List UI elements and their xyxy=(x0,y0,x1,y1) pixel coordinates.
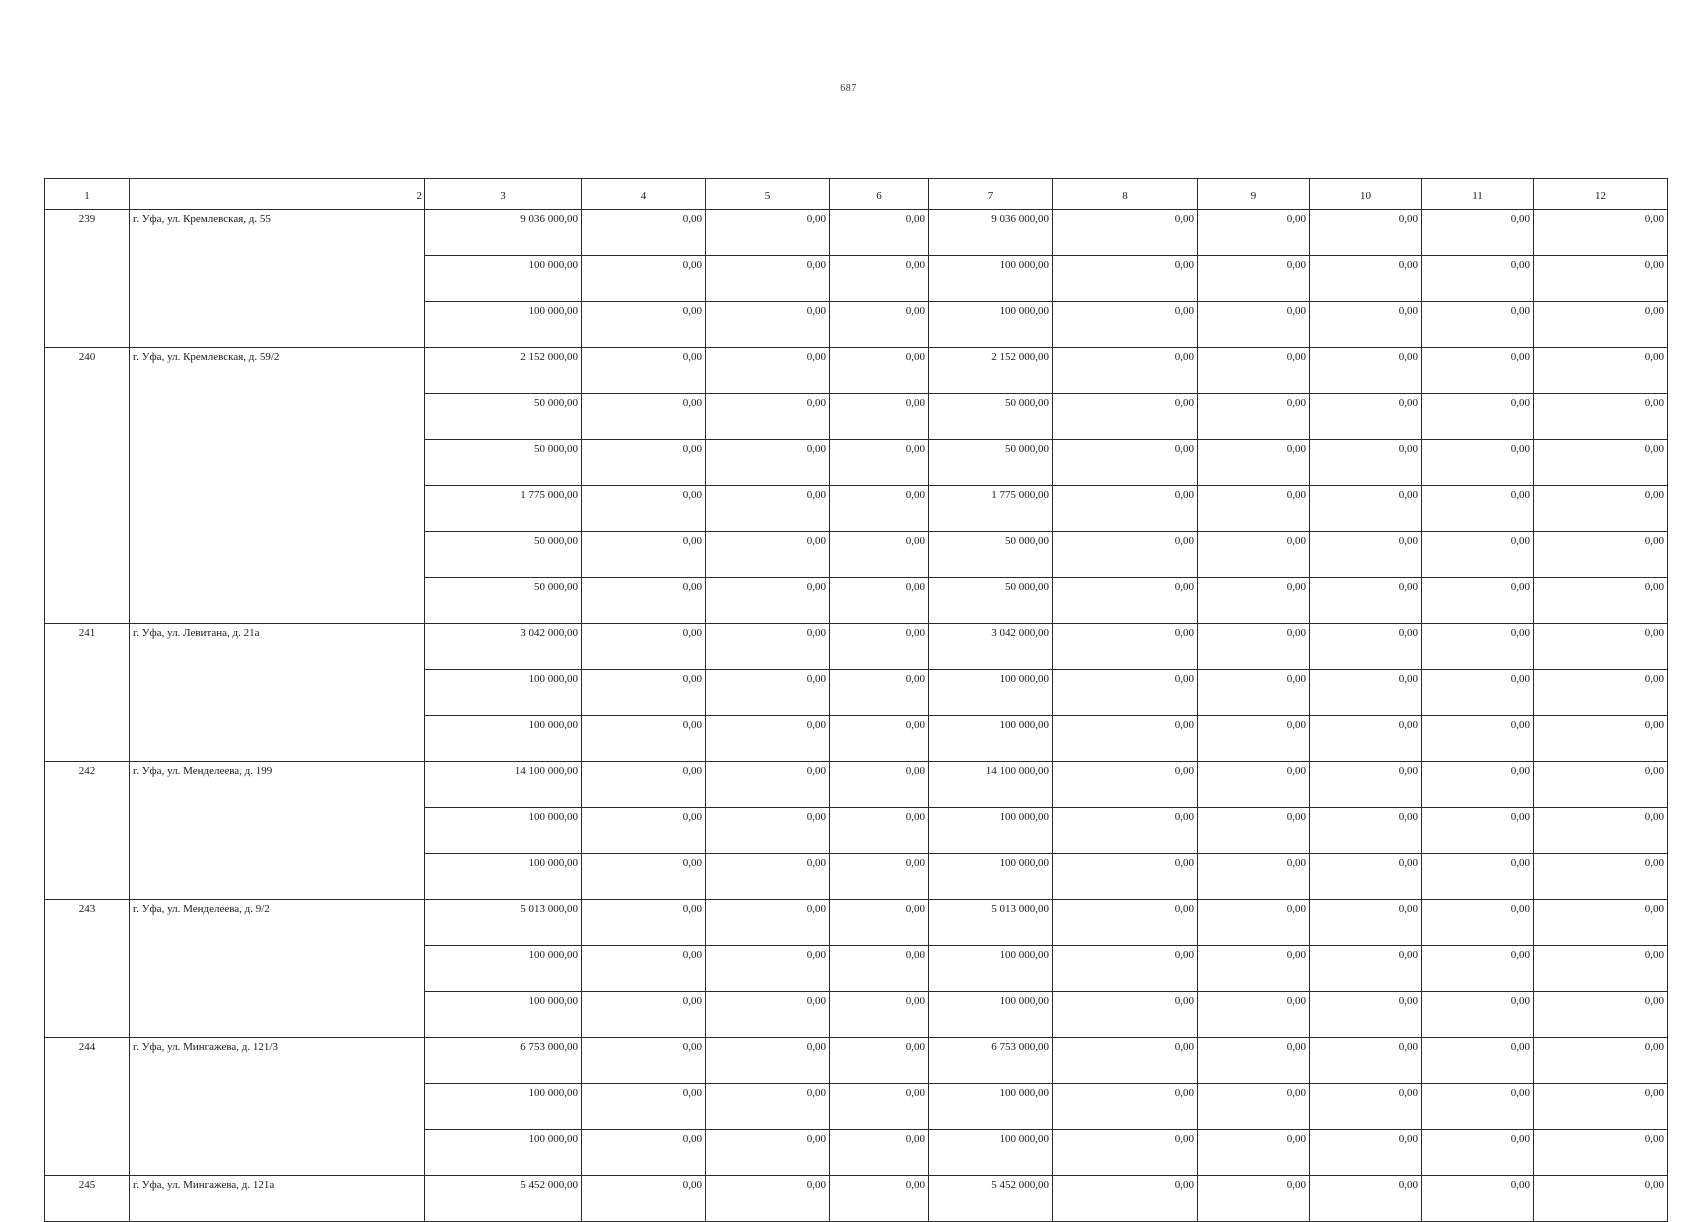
value-cell-col-5: 0,00 xyxy=(706,210,830,256)
value-cell-col-11: 0,00 xyxy=(1422,256,1534,302)
value-cell-col-4: 0,00 xyxy=(582,210,706,256)
header-col-3: 3 xyxy=(425,179,582,210)
value-cell-col-9: 0,00 xyxy=(1198,440,1310,486)
value-cell-col-10: 0,00 xyxy=(1310,716,1422,762)
value-cell-col-5: 0,00 xyxy=(706,624,830,670)
value-cell-col-8: 0,00 xyxy=(1053,900,1198,946)
value-cell-col-10: 0,00 xyxy=(1310,900,1422,946)
value-cell-col-9: 0,00 xyxy=(1198,900,1310,946)
value-cell-col-4: 0,00 xyxy=(582,348,706,394)
value-cell-col-9: 0,00 xyxy=(1198,1038,1310,1084)
value-cell-col-7: 5 452 000,00 xyxy=(929,1176,1053,1222)
value-cell-col-8: 0,00 xyxy=(1053,992,1198,1038)
value-cell-col-9: 0,00 xyxy=(1198,808,1310,854)
value-cell-col-11: 0,00 xyxy=(1422,348,1534,394)
value-cell-col-6: 0,00 xyxy=(830,854,929,900)
value-cell-col-5: 0,00 xyxy=(706,578,830,624)
table-row xyxy=(45,1176,1668,1222)
value-cell-col-6: 0,00 xyxy=(830,762,929,808)
value-cell-col-6: 0,00 xyxy=(830,670,929,716)
value-cell-col-10: 0,00 xyxy=(1310,946,1422,992)
table-row xyxy=(45,1038,1668,1084)
value-cell-col-10: 0,00 xyxy=(1310,302,1422,348)
value-cell-col-10: 0,00 xyxy=(1310,394,1422,440)
value-cell-col-7: 6 753 000,00 xyxy=(929,1038,1053,1084)
value-cell-col-9: 0,00 xyxy=(1198,946,1310,992)
value-cell-col-12: 0,00 xyxy=(1534,1176,1668,1222)
value-cell-col-6: 0,00 xyxy=(830,210,929,256)
value-cell-col-11: 0,00 xyxy=(1422,1176,1534,1222)
value-cell-col-9: 0,00 xyxy=(1198,486,1310,532)
value-cell-col-7: 9 036 000,00 xyxy=(929,210,1053,256)
value-cell-col-6: 0,00 xyxy=(830,532,929,578)
table-row xyxy=(45,762,1668,808)
value-cell-col-4: 0,00 xyxy=(582,900,706,946)
value-cell-col-5: 0,00 xyxy=(706,348,830,394)
value-cell-col-7: 14 100 000,00 xyxy=(929,762,1053,808)
value-cell-col-11: 0,00 xyxy=(1422,210,1534,256)
header-col-12: 12 xyxy=(1534,179,1668,210)
value-cell-col-12: 0,00 xyxy=(1534,716,1668,762)
value-cell-col-3: 5 013 000,00 xyxy=(425,900,582,946)
value-cell-col-4: 0,00 xyxy=(582,670,706,716)
value-cell-col-12: 0,00 xyxy=(1534,624,1668,670)
value-cell-col-9: 0,00 xyxy=(1198,578,1310,624)
value-cell-col-12: 0,00 xyxy=(1534,210,1668,256)
value-cell-col-4: 0,00 xyxy=(582,440,706,486)
value-cell-col-12: 0,00 xyxy=(1534,854,1668,900)
value-cell-col-10: 0,00 xyxy=(1310,578,1422,624)
header-col-11: 11 xyxy=(1422,179,1534,210)
value-cell-col-7: 100 000,00 xyxy=(929,716,1053,762)
header-col-5: 5 xyxy=(706,179,830,210)
value-cell-col-6: 0,00 xyxy=(830,394,929,440)
value-cell-col-7: 5 013 000,00 xyxy=(929,900,1053,946)
value-cell-col-5: 0,00 xyxy=(706,302,830,348)
value-cell-col-3: 50 000,00 xyxy=(425,440,582,486)
value-cell-col-8: 0,00 xyxy=(1053,808,1198,854)
value-cell-col-7: 100 000,00 xyxy=(929,1084,1053,1130)
value-cell-col-5: 0,00 xyxy=(706,1038,830,1084)
value-cell-col-5: 0,00 xyxy=(706,486,830,532)
value-cell-col-6: 0,00 xyxy=(830,1176,929,1222)
address-cell: г. Уфа, ул. Кремлевская, д. 55 xyxy=(130,210,425,348)
value-cell-col-4: 0,00 xyxy=(582,578,706,624)
value-cell-col-9: 0,00 xyxy=(1198,256,1310,302)
value-cell-col-8: 0,00 xyxy=(1053,578,1198,624)
value-cell-col-8: 0,00 xyxy=(1053,1084,1198,1130)
value-cell-col-9: 0,00 xyxy=(1198,624,1310,670)
value-cell-col-7: 2 152 000,00 xyxy=(929,348,1053,394)
register-table xyxy=(44,178,1668,1222)
value-cell-col-6: 0,00 xyxy=(830,716,929,762)
value-cell-col-6: 0,00 xyxy=(830,946,929,992)
value-cell-col-5: 0,00 xyxy=(706,394,830,440)
value-cell-col-5: 0,00 xyxy=(706,900,830,946)
value-cell-col-10: 0,00 xyxy=(1310,210,1422,256)
value-cell-col-3: 5 452 000,00 xyxy=(425,1176,582,1222)
value-cell-col-4: 0,00 xyxy=(582,302,706,348)
value-cell-col-8: 0,00 xyxy=(1053,670,1198,716)
value-cell-col-3: 100 000,00 xyxy=(425,946,582,992)
address-cell: г. Уфа, ул. Менделеева, д. 9/2 xyxy=(130,900,425,1038)
value-cell-col-8: 0,00 xyxy=(1053,486,1198,532)
value-cell-col-5: 0,00 xyxy=(706,808,830,854)
value-cell-col-11: 0,00 xyxy=(1422,1038,1534,1084)
table-header xyxy=(45,179,1668,210)
value-cell-col-8: 0,00 xyxy=(1053,716,1198,762)
value-cell-col-8: 0,00 xyxy=(1053,1176,1198,1222)
row-index: 242 xyxy=(45,762,130,900)
value-cell-col-12: 0,00 xyxy=(1534,578,1668,624)
header-col-9: 9 xyxy=(1198,179,1310,210)
value-cell-col-3: 100 000,00 xyxy=(425,1130,582,1176)
value-cell-col-9: 0,00 xyxy=(1198,1130,1310,1176)
value-cell-col-9: 0,00 xyxy=(1198,210,1310,256)
value-cell-col-4: 0,00 xyxy=(582,1084,706,1130)
value-cell-col-10: 0,00 xyxy=(1310,1176,1422,1222)
value-cell-col-3: 50 000,00 xyxy=(425,532,582,578)
value-cell-col-12: 0,00 xyxy=(1534,256,1668,302)
value-cell-col-5: 0,00 xyxy=(706,1176,830,1222)
value-cell-col-11: 0,00 xyxy=(1422,532,1534,578)
header-col-4: 4 xyxy=(582,179,706,210)
value-cell-col-4: 0,00 xyxy=(582,256,706,302)
value-cell-col-6: 0,00 xyxy=(830,900,929,946)
value-cell-col-10: 0,00 xyxy=(1310,624,1422,670)
value-cell-col-3: 100 000,00 xyxy=(425,1084,582,1130)
value-cell-col-10: 0,00 xyxy=(1310,670,1422,716)
value-cell-col-9: 0,00 xyxy=(1198,348,1310,394)
value-cell-col-11: 0,00 xyxy=(1422,486,1534,532)
value-cell-col-4: 0,00 xyxy=(582,1130,706,1176)
value-cell-col-10: 0,00 xyxy=(1310,762,1422,808)
value-cell-col-8: 0,00 xyxy=(1053,1130,1198,1176)
value-cell-col-8: 0,00 xyxy=(1053,256,1198,302)
value-cell-col-8: 0,00 xyxy=(1053,1038,1198,1084)
value-cell-col-6: 0,00 xyxy=(830,348,929,394)
value-cell-col-6: 0,00 xyxy=(830,624,929,670)
value-cell-col-5: 0,00 xyxy=(706,1084,830,1130)
value-cell-col-3: 100 000,00 xyxy=(425,854,582,900)
row-index: 239 xyxy=(45,210,130,348)
value-cell-col-4: 0,00 xyxy=(582,394,706,440)
header-col-7: 7 xyxy=(929,179,1053,210)
value-cell-col-10: 0,00 xyxy=(1310,854,1422,900)
value-cell-col-5: 0,00 xyxy=(706,532,830,578)
value-cell-col-10: 0,00 xyxy=(1310,486,1422,532)
value-cell-col-12: 0,00 xyxy=(1534,1038,1668,1084)
value-cell-col-8: 0,00 xyxy=(1053,854,1198,900)
value-cell-col-7: 100 000,00 xyxy=(929,854,1053,900)
value-cell-col-3: 100 000,00 xyxy=(425,302,582,348)
value-cell-col-5: 0,00 xyxy=(706,762,830,808)
value-cell-col-3: 9 036 000,00 xyxy=(425,210,582,256)
value-cell-col-8: 0,00 xyxy=(1053,624,1198,670)
row-index: 241 xyxy=(45,624,130,762)
value-cell-col-10: 0,00 xyxy=(1310,1038,1422,1084)
value-cell-col-11: 0,00 xyxy=(1422,992,1534,1038)
value-cell-col-12: 0,00 xyxy=(1534,1084,1668,1130)
value-cell-col-4: 0,00 xyxy=(582,946,706,992)
header-col-8: 8 xyxy=(1053,179,1198,210)
value-cell-col-6: 0,00 xyxy=(830,256,929,302)
value-cell-col-12: 0,00 xyxy=(1534,394,1668,440)
value-cell-col-3: 100 000,00 xyxy=(425,808,582,854)
value-cell-col-4: 0,00 xyxy=(582,1176,706,1222)
value-cell-col-11: 0,00 xyxy=(1422,302,1534,348)
value-cell-col-3: 100 000,00 xyxy=(425,716,582,762)
value-cell-col-6: 0,00 xyxy=(830,992,929,1038)
value-cell-col-6: 0,00 xyxy=(830,440,929,486)
value-cell-col-11: 0,00 xyxy=(1422,670,1534,716)
value-cell-col-5: 0,00 xyxy=(706,1130,830,1176)
value-cell-col-3: 1 775 000,00 xyxy=(425,486,582,532)
value-cell-col-3: 100 000,00 xyxy=(425,670,582,716)
value-cell-col-7: 1 775 000,00 xyxy=(929,486,1053,532)
value-cell-col-4: 0,00 xyxy=(582,532,706,578)
value-cell-col-7: 50 000,00 xyxy=(929,578,1053,624)
value-cell-col-5: 0,00 xyxy=(706,256,830,302)
value-cell-col-7: 100 000,00 xyxy=(929,946,1053,992)
value-cell-col-12: 0,00 xyxy=(1534,808,1668,854)
value-cell-col-11: 0,00 xyxy=(1422,808,1534,854)
value-cell-col-12: 0,00 xyxy=(1534,348,1668,394)
value-cell-col-5: 0,00 xyxy=(706,670,830,716)
value-cell-col-11: 0,00 xyxy=(1422,716,1534,762)
value-cell-col-8: 0,00 xyxy=(1053,946,1198,992)
value-cell-col-10: 0,00 xyxy=(1310,440,1422,486)
value-cell-col-9: 0,00 xyxy=(1198,670,1310,716)
header-row xyxy=(45,179,1668,210)
address-cell: г. Уфа, ул. Кремлевская, д. 59/2 xyxy=(130,348,425,624)
value-cell-col-7: 50 000,00 xyxy=(929,394,1053,440)
value-cell-col-3: 6 753 000,00 xyxy=(425,1038,582,1084)
value-cell-col-9: 0,00 xyxy=(1198,302,1310,348)
value-cell-col-9: 0,00 xyxy=(1198,532,1310,578)
value-cell-col-11: 0,00 xyxy=(1422,1084,1534,1130)
row-index: 245 xyxy=(45,1176,130,1222)
address-cell: г. Уфа, ул. Менделеева, д. 199 xyxy=(130,762,425,900)
value-cell-col-5: 0,00 xyxy=(706,946,830,992)
value-cell-col-3: 50 000,00 xyxy=(425,578,582,624)
table-row xyxy=(45,210,1668,256)
header-col-10: 10 xyxy=(1310,179,1422,210)
value-cell-col-8: 0,00 xyxy=(1053,348,1198,394)
value-cell-col-10: 0,00 xyxy=(1310,348,1422,394)
value-cell-col-11: 0,00 xyxy=(1422,900,1534,946)
value-cell-col-9: 0,00 xyxy=(1198,1176,1310,1222)
value-cell-col-4: 0,00 xyxy=(582,486,706,532)
value-cell-col-12: 0,00 xyxy=(1534,762,1668,808)
address-cell: г. Уфа, ул. Мингажева, д. 121а xyxy=(130,1176,425,1222)
value-cell-col-4: 0,00 xyxy=(582,992,706,1038)
value-cell-col-6: 0,00 xyxy=(830,1130,929,1176)
value-cell-col-12: 0,00 xyxy=(1534,900,1668,946)
value-cell-col-11: 0,00 xyxy=(1422,946,1534,992)
row-index: 244 xyxy=(45,1038,130,1176)
value-cell-col-4: 0,00 xyxy=(582,808,706,854)
value-cell-col-11: 0,00 xyxy=(1422,440,1534,486)
value-cell-col-6: 0,00 xyxy=(830,1084,929,1130)
value-cell-col-10: 0,00 xyxy=(1310,256,1422,302)
value-cell-col-11: 0,00 xyxy=(1422,394,1534,440)
value-cell-col-11: 0,00 xyxy=(1422,624,1534,670)
value-cell-col-10: 0,00 xyxy=(1310,532,1422,578)
table-row xyxy=(45,624,1668,670)
value-cell-col-6: 0,00 xyxy=(830,302,929,348)
value-cell-col-8: 0,00 xyxy=(1053,762,1198,808)
value-cell-col-9: 0,00 xyxy=(1198,992,1310,1038)
value-cell-col-9: 0,00 xyxy=(1198,854,1310,900)
page-number: 687 xyxy=(840,83,857,94)
value-cell-col-12: 0,00 xyxy=(1534,670,1668,716)
value-cell-col-12: 0,00 xyxy=(1534,1130,1668,1176)
value-cell-col-10: 0,00 xyxy=(1310,1084,1422,1130)
value-cell-col-3: 3 042 000,00 xyxy=(425,624,582,670)
value-cell-col-7: 3 042 000,00 xyxy=(929,624,1053,670)
value-cell-col-10: 0,00 xyxy=(1310,992,1422,1038)
value-cell-col-12: 0,00 xyxy=(1534,946,1668,992)
table-row xyxy=(45,348,1668,394)
address-cell: г. Уфа, ул. Левитана, д. 21а xyxy=(130,624,425,762)
value-cell-col-8: 0,00 xyxy=(1053,394,1198,440)
value-cell-col-6: 0,00 xyxy=(830,578,929,624)
value-cell-col-10: 0,00 xyxy=(1310,808,1422,854)
value-cell-col-6: 0,00 xyxy=(830,1038,929,1084)
value-cell-col-11: 0,00 xyxy=(1422,578,1534,624)
value-cell-col-8: 0,00 xyxy=(1053,302,1198,348)
value-cell-col-6: 0,00 xyxy=(830,808,929,854)
value-cell-col-12: 0,00 xyxy=(1534,302,1668,348)
value-cell-col-3: 50 000,00 xyxy=(425,394,582,440)
value-cell-col-5: 0,00 xyxy=(706,440,830,486)
value-cell-col-11: 0,00 xyxy=(1422,1130,1534,1176)
value-cell-col-8: 0,00 xyxy=(1053,210,1198,256)
value-cell-col-9: 0,00 xyxy=(1198,394,1310,440)
value-cell-col-12: 0,00 xyxy=(1534,532,1668,578)
value-cell-col-3: 100 000,00 xyxy=(425,992,582,1038)
value-cell-col-7: 100 000,00 xyxy=(929,992,1053,1038)
value-cell-col-3: 14 100 000,00 xyxy=(425,762,582,808)
value-cell-col-4: 0,00 xyxy=(582,716,706,762)
value-cell-col-8: 0,00 xyxy=(1053,532,1198,578)
value-cell-col-9: 0,00 xyxy=(1198,762,1310,808)
value-cell-col-9: 0,00 xyxy=(1198,1084,1310,1130)
row-index: 243 xyxy=(45,900,130,1038)
value-cell-col-4: 0,00 xyxy=(582,1038,706,1084)
row-index: 240 xyxy=(45,348,130,624)
value-cell-col-11: 0,00 xyxy=(1422,854,1534,900)
value-cell-col-12: 0,00 xyxy=(1534,486,1668,532)
value-cell-col-5: 0,00 xyxy=(706,716,830,762)
header-col-6: 6 xyxy=(830,179,929,210)
value-cell-col-7: 100 000,00 xyxy=(929,256,1053,302)
value-cell-col-4: 0,00 xyxy=(582,762,706,808)
header-col-2: 2 xyxy=(130,179,425,210)
value-cell-col-7: 100 000,00 xyxy=(929,302,1053,348)
value-cell-col-7: 100 000,00 xyxy=(929,670,1053,716)
value-cell-col-7: 100 000,00 xyxy=(929,1130,1053,1176)
value-cell-col-10: 0,00 xyxy=(1310,1130,1422,1176)
value-cell-col-11: 0,00 xyxy=(1422,762,1534,808)
value-cell-col-9: 0,00 xyxy=(1198,716,1310,762)
address-cell: г. Уфа, ул. Мингажева, д. 121/3 xyxy=(130,1038,425,1176)
header-col-1: 1 xyxy=(45,179,130,210)
value-cell-col-4: 0,00 xyxy=(582,624,706,670)
value-cell-col-12: 0,00 xyxy=(1534,992,1668,1038)
value-cell-col-7: 50 000,00 xyxy=(929,440,1053,486)
value-cell-col-8: 0,00 xyxy=(1053,440,1198,486)
table-row xyxy=(45,900,1668,946)
value-cell-col-3: 100 000,00 xyxy=(425,256,582,302)
value-cell-col-7: 100 000,00 xyxy=(929,808,1053,854)
table-body xyxy=(45,210,1668,1222)
value-cell-col-5: 0,00 xyxy=(706,854,830,900)
value-cell-col-3: 2 152 000,00 xyxy=(425,348,582,394)
value-cell-col-12: 0,00 xyxy=(1534,440,1668,486)
value-cell-col-7: 50 000,00 xyxy=(929,532,1053,578)
value-cell-col-4: 0,00 xyxy=(582,854,706,900)
value-cell-col-6: 0,00 xyxy=(830,486,929,532)
value-cell-col-5: 0,00 xyxy=(706,992,830,1038)
